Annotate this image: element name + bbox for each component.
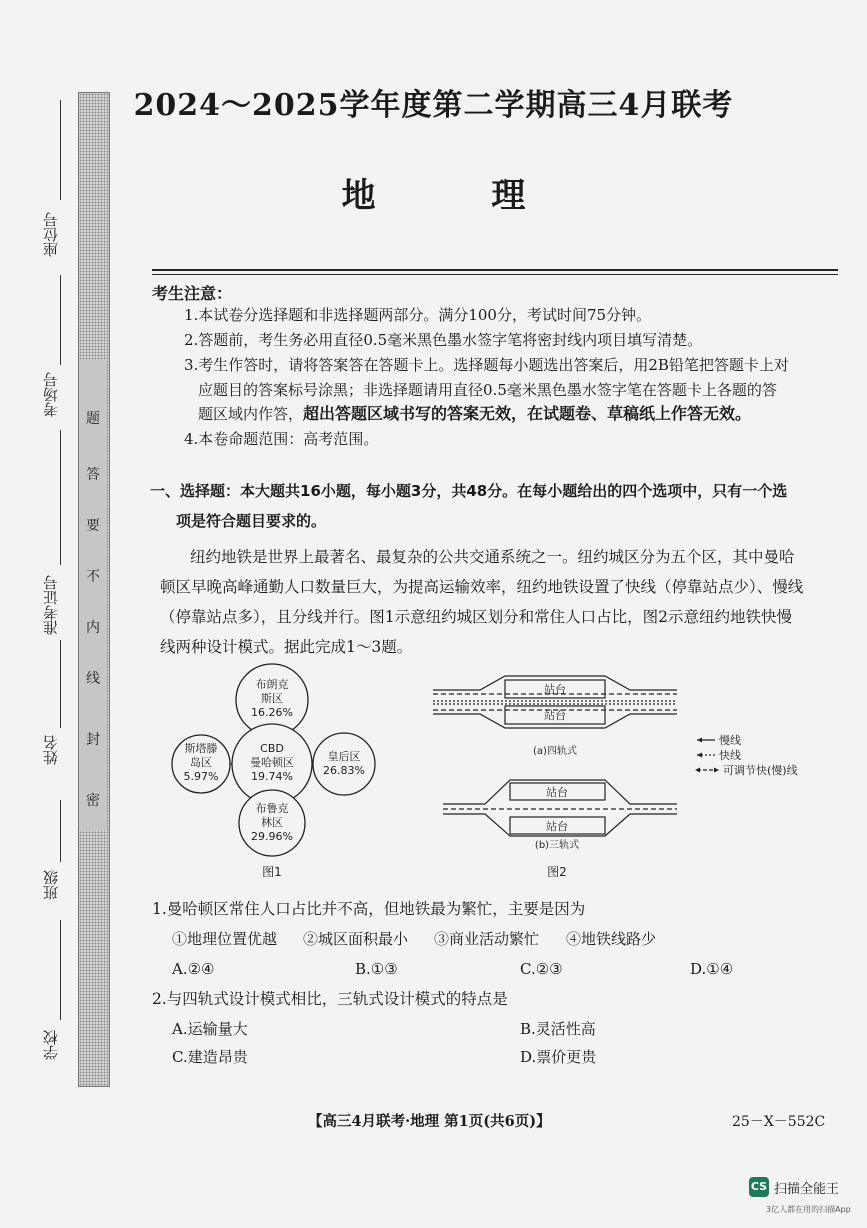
district-label: 林区 (261, 816, 283, 829)
question-stem: 2.与四轨式设计模式相比，三轨式设计模式的特点是 (152, 990, 508, 1008)
figure2b-caption: (b)三轨式 (534, 840, 580, 851)
answer-option: D.票价更贵 (520, 1048, 597, 1066)
district-label: 岛区 (190, 756, 212, 769)
class-label: 班级 (42, 870, 60, 900)
page-footer: 【高三4月联考·地理 第1页(共6页)】 (308, 1113, 551, 1130)
name-label: 姓名 (42, 735, 60, 765)
notice-emphasis: 超出答题区域书写的答案无效，在试题卷、草稿纸上作答无效。 (303, 404, 752, 423)
adjustable-line-arrow (714, 768, 719, 773)
district-label: 斯塔滕 (184, 742, 218, 755)
district-label: 斯区 (261, 692, 283, 705)
passage-line: 纽约地铁是世界上最著名、最复杂的公共交通系统之一。纽约城区分为五个区，其中曼哈 (190, 548, 795, 566)
adjustable-line-arrow (695, 768, 700, 773)
question-statement: ④地铁线路少 (566, 930, 657, 948)
district-label: 曼哈顿区 (250, 756, 294, 769)
notice-item: 4.本卷命题范围：高考范围。 (184, 430, 379, 448)
notice-item-part: 题区域内作答， (198, 405, 304, 423)
notice-item: 2.答题前，考生务必用直径0.5毫米黑色墨水签字笔将密封线内项目填写清楚。 (184, 331, 703, 349)
answer-option: A.运输量大 (172, 1020, 248, 1038)
question-stem: 1.曼哈顿区常住人口占比并不高，但地铁最为繁忙，主要是因为 (152, 900, 586, 918)
school-label: 学校 (42, 1030, 60, 1060)
notice-heading: 考生注意： (152, 284, 233, 303)
exam-room-label: 考场号 (42, 372, 60, 417)
platform-label: 站台 (544, 709, 566, 722)
seat-number-label: 座位号 (42, 212, 60, 257)
answer-option: C.建造昂贵 (172, 1048, 248, 1066)
figure2a-caption: (a)四轨式 (533, 746, 577, 757)
question-statement: ①地理位置优越 (172, 930, 278, 948)
header-rule (152, 269, 838, 271)
answer-option: A.②④ (172, 960, 215, 978)
subject-title: 地 理 (341, 176, 578, 216)
district-share: 19.74% (251, 770, 293, 783)
district-share: 5.97% (183, 770, 219, 783)
scanner-logo-icon: CS (749, 1177, 769, 1197)
notice-item: 1.本试卷分选择题和非选择题两部分。满分100分，考试时间75分钟。 (184, 306, 652, 324)
answer-option: B.①③ (355, 960, 398, 978)
question-statement: ③商业活动繁忙 (434, 930, 540, 948)
section-heading: 项是符合题目要求的。 (176, 512, 327, 530)
admission-number-line (60, 430, 61, 565)
scanner-app-name: 扫描全能王 (774, 1182, 840, 1197)
legend-express-line: 快线 (719, 749, 741, 762)
answer-option: B.灵活性高 (520, 1020, 596, 1038)
legend-slow-line: 慢线 (719, 734, 741, 747)
seal-char: 密 (86, 793, 100, 809)
seal-char: 内 (86, 620, 100, 636)
notice-item: 3.考生作答时，请将答案答在答题卡上。选择题每小题选出答案后，用2B铅笔把答题卡上对 (184, 356, 789, 374)
seal-char: 线 (86, 671, 100, 687)
answer-option: C.②③ (520, 960, 563, 978)
express-line-arrow (697, 753, 702, 758)
district-share: 26.83% (323, 764, 365, 777)
platform-label: 站台 (546, 820, 568, 833)
platform-label: 站台 (546, 786, 568, 799)
notice-item: 应题目的答案标号涂黑；非选择题请用直径0.5毫米黑色墨水签字笔在答题卡上各题的答 (198, 381, 777, 399)
seal-char: 封 (86, 732, 100, 748)
legend-adjustable-line: 可调节快(慢)线 (723, 764, 798, 777)
class-line (60, 800, 61, 862)
admission-number-label: 准考证号 (42, 575, 60, 635)
question-statement: ②城区面积最小 (303, 930, 409, 948)
exam-room-line (60, 275, 61, 365)
district-label: 皇后区 (327, 750, 361, 763)
seal-char: 不 (86, 569, 100, 585)
notice-item (198, 400, 751, 428)
seal-char: 题 (86, 411, 100, 427)
seal-char: 要 (86, 518, 100, 534)
passage-line: 线两种设计模式。据此完成1～3题。 (160, 638, 413, 656)
passage-line: （停靠站点多），且分线并行。图1示意纽约城区划分和常住人口占比，图2示意纽约地铁快慢 (160, 608, 792, 626)
scanner-slogan: 3亿人都在用的扫描App (766, 1205, 851, 1214)
district-label: CBD (260, 742, 284, 755)
seal-char: 答 (86, 467, 100, 483)
header-rule (152, 274, 838, 275)
slow-line-arrow (697, 738, 702, 743)
name-line (60, 640, 61, 728)
figure1-caption: 图1 (262, 865, 282, 879)
seal-box (79, 360, 107, 830)
district-label: 布鲁克 (255, 802, 289, 815)
figure2-caption: 图2 (547, 865, 567, 879)
district-label: 布朗克 (255, 678, 289, 691)
school-line (60, 920, 61, 1020)
answer-option: D.①④ (690, 960, 734, 978)
exam-title: 2024～2025学年度第二学期高三4月联考 (133, 88, 734, 123)
figure2-track-diagram (425, 668, 845, 883)
platform-label: 站台 (544, 683, 566, 696)
district-share: 29.96% (251, 830, 293, 843)
section-heading: 一、选择题：本大题共16小题，每小题3分，共48分。在每小题给出的四个选项中，只有一个选 (150, 482, 788, 500)
paper-code: 25－X－552C (732, 1114, 826, 1130)
district-share: 16.26% (251, 706, 293, 719)
figure1-district-diagram (170, 662, 390, 882)
passage-line: 顿区早晚高峰通勤人口数量巨大，为提高运输效率，纽约地铁设置了快线（停靠站点少）、慢线 (160, 578, 804, 596)
